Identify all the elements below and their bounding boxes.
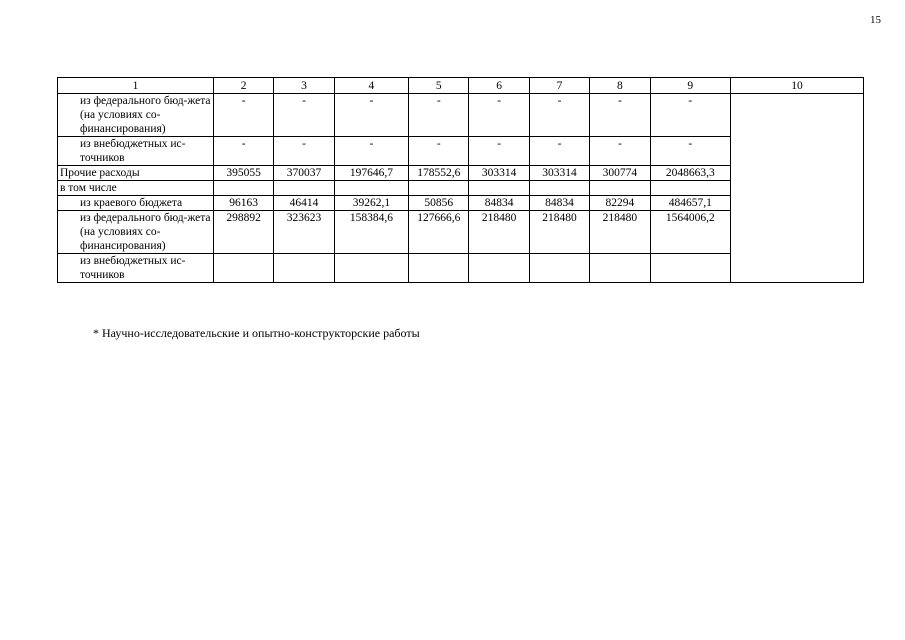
row-label: из внебюджетных ис-точников (58, 254, 214, 283)
value-cell: 323623 (274, 211, 334, 254)
value-cell: - (213, 94, 273, 137)
value-cell: 218480 (469, 211, 529, 254)
page-number: 15 (870, 14, 881, 26)
value-cell (529, 181, 589, 196)
value-cell: - (213, 137, 273, 166)
value-cell: - (529, 94, 589, 137)
value-cell (590, 181, 650, 196)
value-cell (334, 181, 408, 196)
budget-table (57, 77, 864, 283)
value-cell: - (650, 94, 730, 137)
value-cell: 197646,7 (334, 166, 408, 181)
value-cell: 218480 (590, 211, 650, 254)
value-cell (469, 254, 529, 283)
row-label: из федерального бюд-жета (на условиях со-финансирования) (58, 94, 214, 137)
value-cell: 218480 (529, 211, 589, 254)
header-cell: 3 (274, 78, 334, 94)
header-cell: 8 (590, 78, 650, 94)
value-cell: 303314 (469, 166, 529, 181)
value-cell (650, 254, 730, 283)
value-cell (469, 181, 529, 196)
header-cell: 7 (529, 78, 589, 94)
value-cell: 50856 (409, 196, 469, 211)
value-cell: 303314 (529, 166, 589, 181)
value-cell: 2048663,3 (650, 166, 730, 181)
value-cell (213, 181, 273, 196)
header-cell: 1 (58, 78, 214, 94)
value-cell: - (409, 137, 469, 166)
value-cell: 46414 (274, 196, 334, 211)
value-cell: 39262,1 (334, 196, 408, 211)
value-cell: 82294 (590, 196, 650, 211)
row-label: в том числе (58, 181, 214, 196)
value-cell: 370037 (274, 166, 334, 181)
value-cell (409, 181, 469, 196)
header-cell: 6 (469, 78, 529, 94)
value-cell (274, 254, 334, 283)
header-row (58, 78, 864, 94)
value-cell: 127666,6 (409, 211, 469, 254)
column-10-cell (731, 94, 864, 283)
value-cell: - (334, 94, 408, 137)
value-cell (590, 254, 650, 283)
header-cell: 10 (731, 78, 864, 94)
value-cell: 484657,1 (650, 196, 730, 211)
value-cell: - (469, 94, 529, 137)
value-cell: 158384,6 (334, 211, 408, 254)
value-cell: - (529, 137, 589, 166)
footnote: * Научно-исследовательские и опытно-конструкторские работы (93, 326, 420, 340)
value-cell: 84834 (469, 196, 529, 211)
value-cell: - (650, 137, 730, 166)
value-cell (274, 181, 334, 196)
value-cell: 1564006,2 (650, 211, 730, 254)
value-cell: 96163 (213, 196, 273, 211)
value-cell: - (274, 137, 334, 166)
value-cell (334, 254, 408, 283)
value-cell: - (409, 94, 469, 137)
value-cell: 84834 (529, 196, 589, 211)
value-cell: - (334, 137, 408, 166)
value-cell (409, 254, 469, 283)
row-label: из внебюджетных ис-точников (58, 137, 214, 166)
value-cell: 178552,6 (409, 166, 469, 181)
value-cell (529, 254, 589, 283)
header-cell: 4 (334, 78, 408, 94)
value-cell: - (590, 94, 650, 137)
row-label: Прочие расходы (58, 166, 214, 181)
value-cell: - (469, 137, 529, 166)
row-label: из федерального бюд-жета (на условиях со-финансирования) (58, 211, 214, 254)
value-cell: 300774 (590, 166, 650, 181)
table-row (58, 94, 864, 137)
value-cell: 395055 (213, 166, 273, 181)
header-cell: 9 (650, 78, 730, 94)
value-cell: - (274, 94, 334, 137)
value-cell (650, 181, 730, 196)
header-cell: 2 (213, 78, 273, 94)
value-cell: 298892 (213, 211, 273, 254)
header-cell: 5 (409, 78, 469, 94)
row-label: из краевого бюджета (58, 196, 214, 211)
value-cell (213, 254, 273, 283)
value-cell: - (590, 137, 650, 166)
